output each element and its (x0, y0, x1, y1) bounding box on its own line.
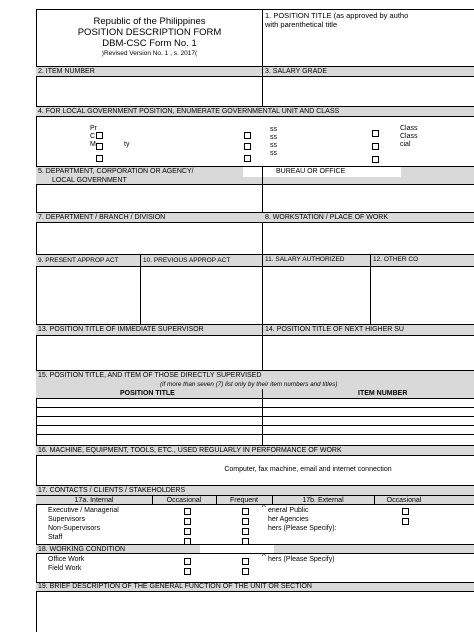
field-10-label: 10. PREVIOUS APPROP ACT (143, 257, 231, 264)
contact-external-2-occasional-checkbox[interactable] (402, 518, 409, 525)
lgu-col2-item-4: ss (270, 150, 277, 157)
lgu-col1-item-3: M (90, 141, 96, 148)
contact-internal-2: Supervisors (48, 516, 85, 523)
working-office-occasional-checkbox[interactable] (184, 558, 191, 565)
lgu-city-checkbox[interactable] (96, 143, 103, 150)
row-2-3-band (36, 66, 474, 77)
row-13-14-divider (262, 324, 263, 370)
working-item-1: Office Work (48, 556, 85, 563)
row-11-12-divider (370, 254, 371, 324)
checkmark-mark-icon-2: ^ (262, 552, 266, 561)
lgu-col1-item-4: ty (124, 141, 130, 148)
field-9-label: 9. PRESENT APPROP ACT (38, 257, 119, 264)
contact-internal-1-occasional-checkbox[interactable] (184, 508, 191, 515)
field-18-label: 18. WORKING CONDITION (38, 546, 126, 553)
field-1-sublabel: with parenthetical title (265, 20, 338, 29)
header-line-2: POSITION DESCRIPTION FORM (77, 27, 222, 38)
contact-external-2: her Agencies (268, 516, 309, 523)
lgu-col3-item-3: cial (400, 141, 411, 148)
field-6-label: BUREAU OR OFFICE (276, 168, 346, 175)
contacts-col-internal: 17a. Internal (74, 497, 114, 504)
row-15-column-divider (262, 389, 263, 445)
field-16-value: Computer, fax machine, email and internet connection (224, 466, 392, 473)
field-19-label: 19. BRIEF DESCRIPTION OF THE GENERAL FUNCTION OF THE UNIT OR SECTION (38, 583, 312, 590)
contacts-col-occasional: Occasional (166, 497, 202, 504)
field-16-label: 16. MACHINE, EQUIPMENT, TOOLS, ETC., USED REGULARLY IN PERFORMANCE OF WORK (38, 447, 342, 454)
field-14-label: 14. POSITION TITLE OF NEXT HIGHER SU (265, 326, 404, 333)
row-9-10-divider (140, 254, 141, 324)
contact-internal-1: Executive / Managerial (48, 507, 119, 514)
contact-internal-1-frequent-checkbox[interactable] (242, 508, 249, 515)
checkmark-mark-icon: ^ (262, 503, 266, 512)
field-12-label: 12. OTHER CO (373, 256, 419, 263)
contact-internal-3-frequent-checkbox[interactable] (242, 528, 249, 535)
field-1-label: 1. POSITION TITLE (as approved by autho (265, 11, 409, 20)
header-line-3: DBM-CSC Form No. 1 (102, 38, 197, 49)
contact-internal-2-frequent-checkbox[interactable] (242, 518, 249, 525)
lgu-class-2-checkbox[interactable] (244, 143, 251, 150)
lgu-class-5-checkbox[interactable] (372, 130, 379, 137)
row-17-header-line (36, 495, 474, 496)
field-5-sublabel: LOCAL GOVERNMENT (52, 177, 127, 184)
field-8-label: 8. WORKSTATION / PLACE OF WORK (265, 214, 389, 221)
field-17-label: 17. CONTACTS / CLIENTS / STAKEHOLDERS (38, 487, 186, 494)
contacts-col-external: 17b. External (302, 497, 344, 504)
row-15-line-3 (36, 425, 474, 426)
contact-external-1: eneral Public (268, 507, 309, 514)
field-15-col-item-number: ITEM NUMBER (358, 390, 408, 397)
contacts-col-frequent: Frequent (229, 497, 259, 504)
form-left-border (36, 9, 37, 632)
field-5-label: 5. DEPARTMENT, CORPORATION OR AGENCY/ (38, 168, 194, 175)
lgu-col2-item-3: ss (270, 142, 277, 149)
lgu-col3-item-2: Class (400, 133, 418, 140)
row-2-3-divider (262, 66, 263, 106)
working-other: hers (Please Specify) (268, 556, 335, 563)
field-7-label: 7. DEPARTMENT / BRANCH / DIVISION (38, 214, 166, 221)
field-11-label: 11. SALARY AUTHORIZED (265, 256, 345, 263)
lgu-class-3-checkbox[interactable] (244, 155, 251, 162)
working-field-frequent-checkbox[interactable] (242, 568, 249, 575)
contact-external-3: hers (Please Specify): (268, 525, 337, 532)
header-line-1: Republic of the Philippines (93, 16, 206, 27)
contact-internal-3-occasional-checkbox[interactable] (184, 528, 191, 535)
form-top-border (36, 9, 474, 10)
contact-internal-3: Non-Supervisors (48, 525, 101, 532)
contact-external-1-occasional-checkbox[interactable] (402, 508, 409, 515)
field-15-note: (if more than seven (7) list only by their item numbers and titles) (160, 381, 338, 388)
lgu-col2-item-2: ss (270, 134, 277, 141)
lgu-class-7-checkbox[interactable] (372, 156, 379, 163)
working-field-occasional-checkbox[interactable] (184, 568, 191, 575)
field-3-label: 3. SALARY GRADE (265, 68, 327, 75)
field-15-col-position-title: POSITION TITLE (120, 390, 175, 397)
header-divider (262, 9, 263, 66)
field-4-label: 4. FOR LOCAL GOVERNMENT POSITION, ENUMERATE GOVERNMENTAL UNIT AND CLASS (38, 108, 340, 115)
row-15-line-4 (36, 434, 474, 435)
contacts-col-occasional-2: Occasional (386, 497, 422, 504)
contact-internal-2-occasional-checkbox[interactable] (184, 518, 191, 525)
lgu-class-6-checkbox[interactable] (372, 143, 379, 150)
lgu-col2-item-1: ss (270, 126, 277, 133)
lgu-col1-item-1: Pr (90, 125, 97, 132)
header-revision: )Revised Version No. 1 , s. 2017( (101, 50, 198, 57)
field-2-label: 2. ITEM NUMBER (38, 68, 95, 75)
lgu-province-checkbox[interactable] (96, 132, 103, 139)
working-item-2: Field Work (48, 565, 82, 572)
row-15-line-1 (36, 407, 474, 408)
row-10-11-divider (262, 254, 263, 324)
row-5-8-divider (262, 166, 263, 254)
row-15-line-2 (36, 416, 474, 417)
working-office-frequent-checkbox[interactable] (242, 558, 249, 565)
lgu-class-1-checkbox[interactable] (244, 132, 251, 139)
lgu-col3-item-1: Class (400, 125, 418, 132)
contact-internal-4: Staff (48, 534, 63, 541)
lgu-municipality-checkbox[interactable] (96, 155, 103, 162)
field-15-label: 15. POSITION TITLE, AND ITEM OF THOSE DIRECTLY SUPERVISED (38, 372, 262, 379)
lgu-col1-item-2: C (90, 133, 96, 140)
field-13-label: 13. POSITION TITLE OF IMMEDIATE SUPERVISOR (38, 326, 204, 333)
